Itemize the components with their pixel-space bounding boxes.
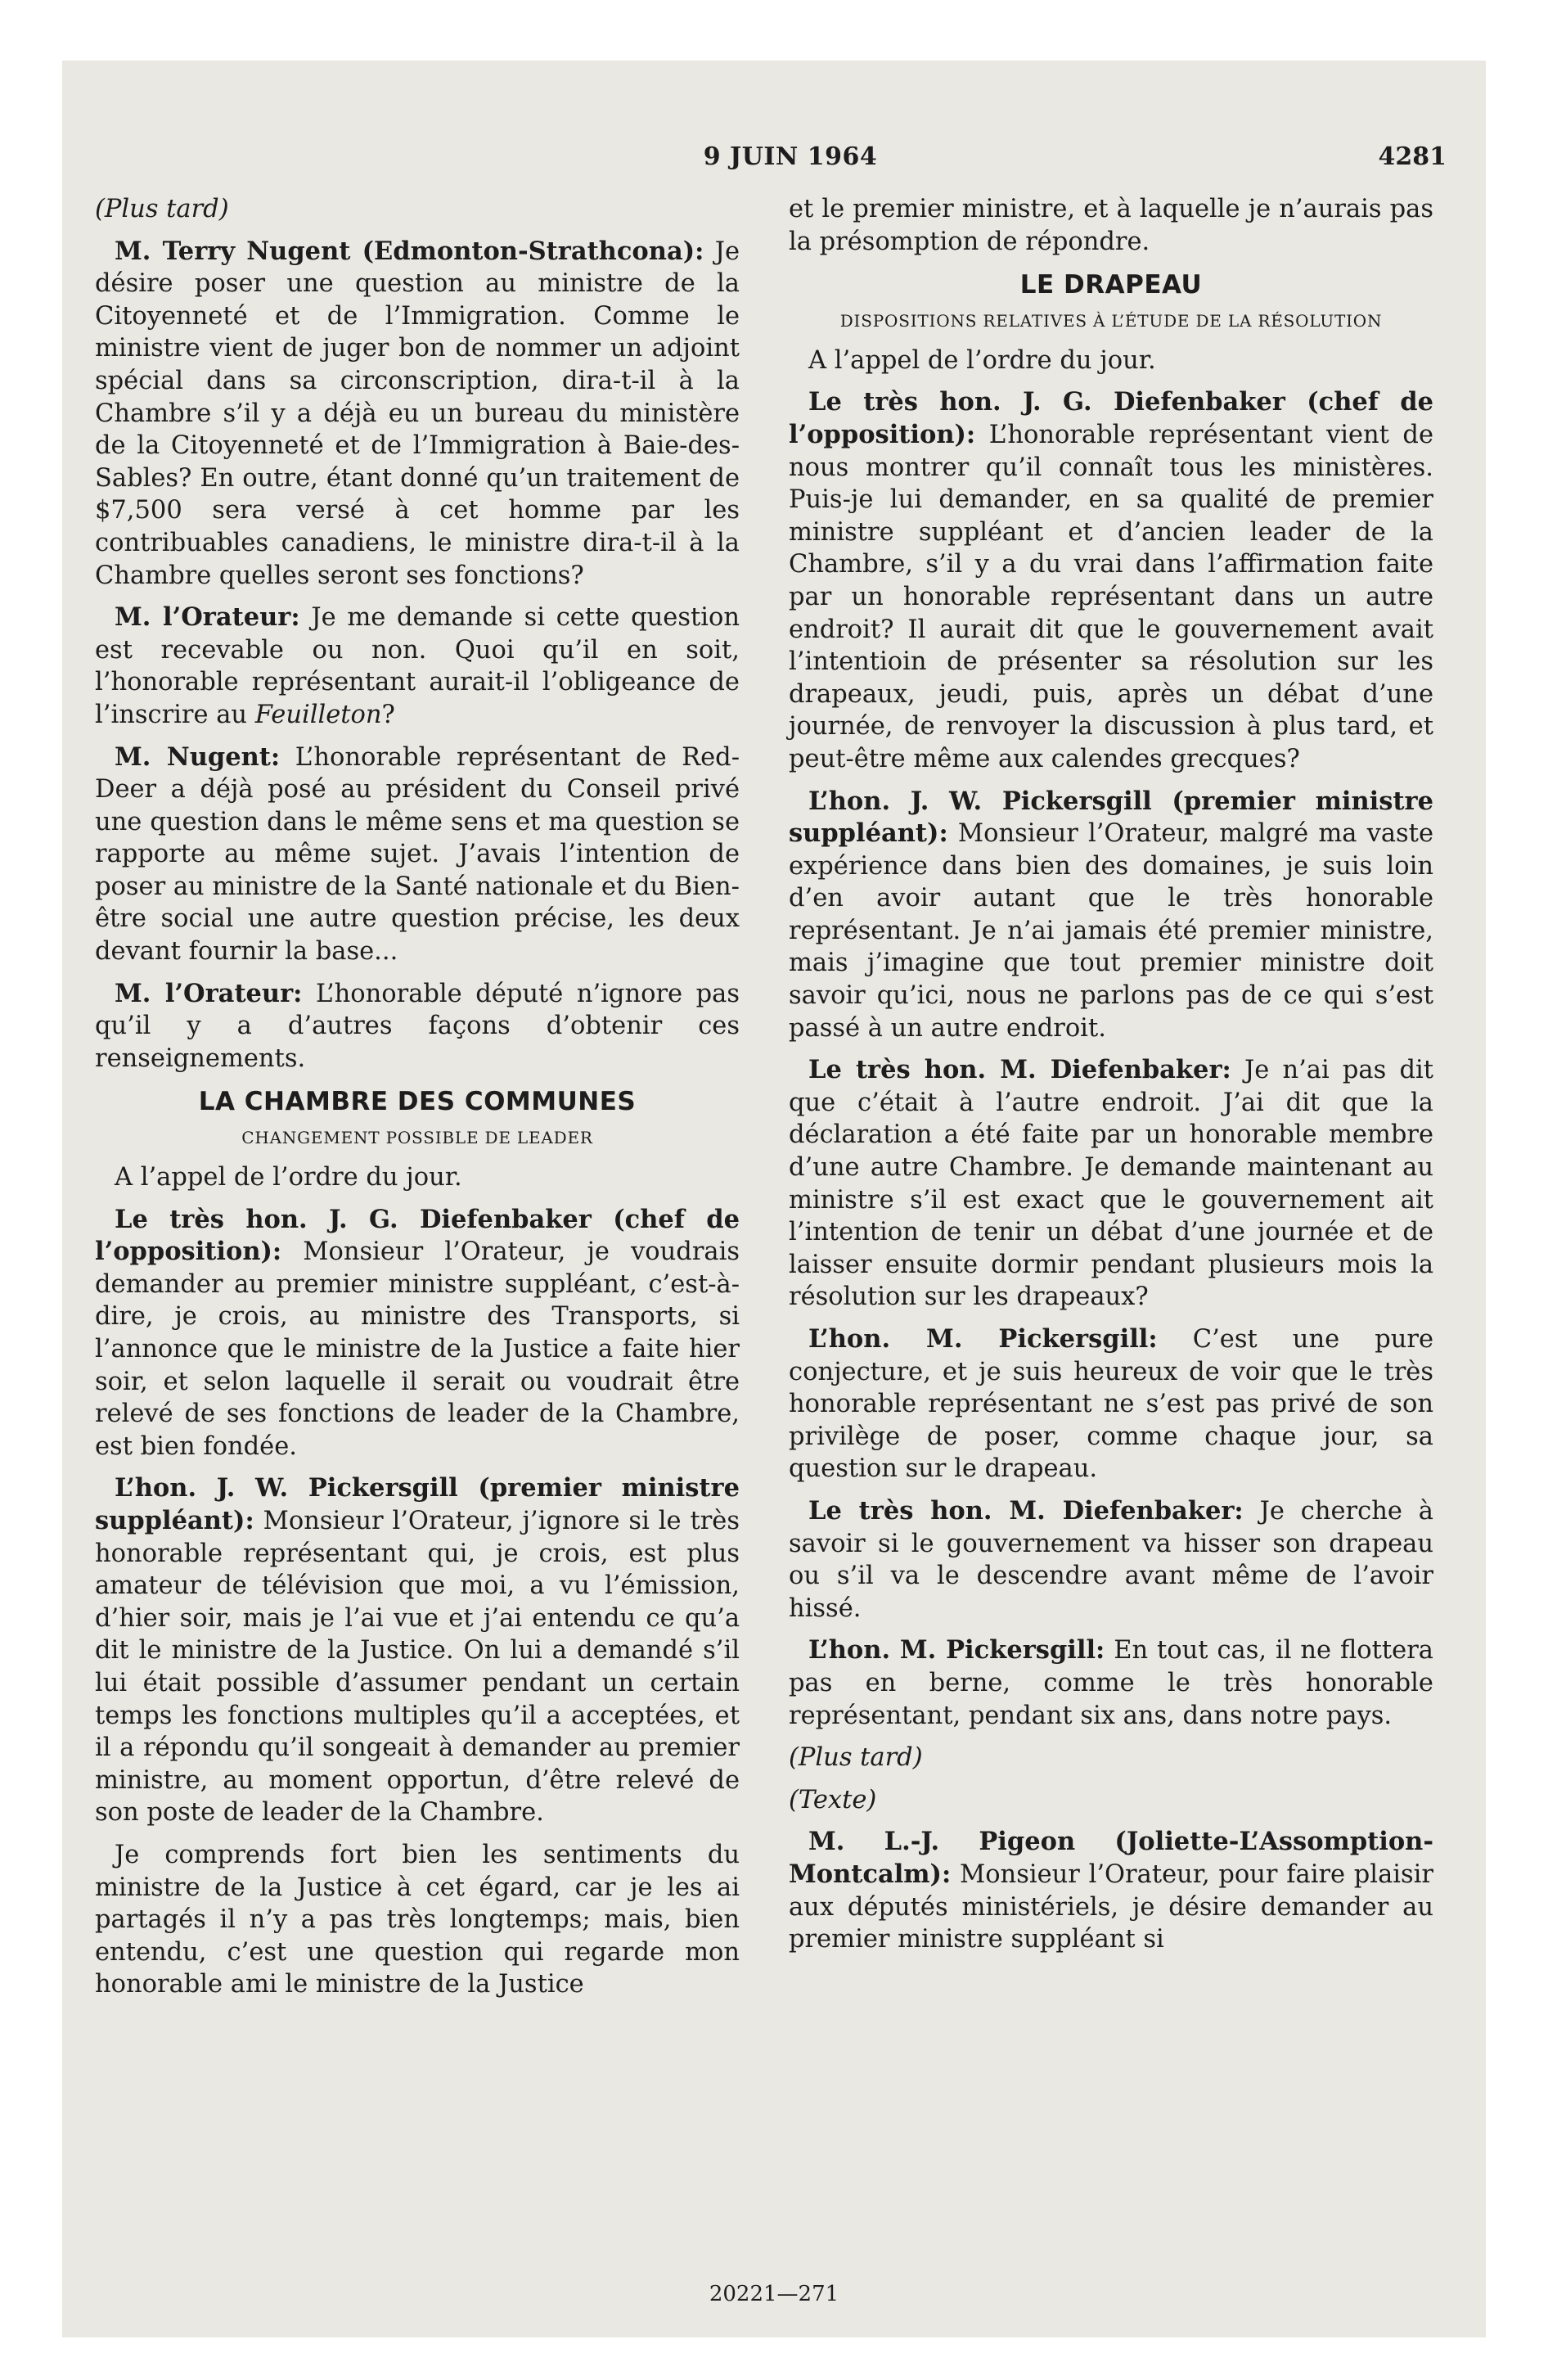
paragraph <box>95 741 740 968</box>
italic-text: Feuilleton <box>254 700 382 729</box>
paragraph-text: Je n’ai pas dit que c’était à l’autre endroit. J’ai dit que la déclaration a été faite par un honorable membre d’une autre Chambre. Je demande maintenant au ministre s’il est exact que le gouvernement ait l’intention de tenir un débat d’une journée et de laisser ensuite dormir pendant plusieurs mois la résolution sur les drapeaux? <box>789 1056 1433 1312</box>
paragraph-text: Monsieur l’Orateur, malgré ma vaste expérience dans bien des domaines, je suis loin d’en avoir autant que le très honorable représentant. Je n’ai jamais été premier ministre, mais j’imagine que tout premier ministre doit savoir qu’ici, nous ne parlons pas de ce qui s’est passé à un autre endroit. <box>789 819 1433 1043</box>
paragraph <box>789 386 1433 775</box>
speaker: M. l’Orateur: <box>115 602 300 633</box>
paragraph-text: Monsieur l’Orateur, pour faire plaisir aux députés ministériels, je désire demander au premier ministre suppléant si <box>789 1859 1433 1954</box>
paragraph-text: En tout cas, il ne flottera pas en berne, comme le très honorable représentant, pendant six ans, dans notre pays. <box>789 1636 1433 1730</box>
paragraph <box>95 1204 740 1463</box>
speaker: L’hon. M. Pickersgill: <box>808 1635 1105 1666</box>
section-subtitle: DISPOSITIONS RELATIVES À L’ÉTUDE DE LA RÉSOLUTION <box>839 310 1383 331</box>
page-header <box>62 142 1486 175</box>
speaker: M. Nugent: <box>115 741 281 772</box>
section-title: LE DRAPEAU <box>1019 270 1203 300</box>
paragraph <box>789 1826 1433 1955</box>
speaker: L’hon. J. W. Pickersgill (premier ministre suppléant): <box>95 1473 740 1535</box>
speaker: Le très hon. M. Diefenbaker: <box>808 1055 1231 1085</box>
speaker: L’hon. M. Pickersgill: <box>808 1324 1158 1354</box>
paragraph-text: Je cherche à savoir si le gouvernement va hisser son drapeau ou s’il va le descendre avant même de l’avoir hissé. <box>789 1496 1433 1623</box>
speaker: Le très hon. J. G. Diefenbaker (chef de l’opposition): <box>789 387 1433 449</box>
paragraph: et le premier ministre, et à laquelle je n’aurais pas la présomption de répondre. <box>789 195 1433 256</box>
paragraph-text: Je désire poser une question au ministre de la Citoyenneté et de l’Immigration. Comme le ministre vient de juger bon de nommer un adjoint spécial dans sa circonscription, dira-t-il à la Chambre s’il y a déjà eu un bureau du ministère de la Citoyenneté et de l’Immigration à Baie-des-Sables? En outre, étant donné qu’un traitement de $7,500 sera versé à cet homme par les contribuables canadiens, le ministre dira-t-il à la Chambre quelles seront ses fonctions? <box>95 237 740 590</box>
speaker: M. Terry Nugent (Edmonton-Strathcona): <box>115 236 704 266</box>
speaker: L’hon. J. W. Pickersgill (premier ministre suppléant): <box>789 786 1433 849</box>
note-plus-tard: (Plus tard) <box>95 195 229 223</box>
footer-code: 20221—271 <box>709 2282 839 2306</box>
paragraph <box>789 1323 1433 1485</box>
paragraph-end: ? <box>381 700 395 729</box>
left-column <box>95 193 740 2011</box>
speaker: Le très hon. J. G. Diefenbaker (chef de l’opposition): <box>95 1204 740 1267</box>
speaker: Le très hon. M. Diefenbaker: <box>808 1495 1244 1526</box>
paragraph-text: C’est une pure conjecture, et je suis heureux de voir que le très honorable représentant ne s’est pas privé de son privilège de poser, comme chaque jour, sa question sur le drapeau. <box>789 1325 1433 1484</box>
paragraph <box>95 978 740 1075</box>
paragraph-text: L’honorable représentant de Red-Deer a déjà posé au président du Conseil privé une question dans le même sens et ma question se rapporte au même sujet. J’avais l’intention de poser au ministre de la Santé nationale et du Bien-être social une autre question précise, les deux devant fournir la base... <box>95 742 740 967</box>
paragraph <box>95 1472 740 1829</box>
paragraph <box>95 236 740 593</box>
speaker: M. L.-J. Pigeon (Joliette-L’Assomption-Montcalm): <box>789 1827 1433 1889</box>
paragraph-text: Monsieur l’Orateur, je voudrais demander au premier ministre suppléant, c’est-à-dire, je crois, au ministre des Transports, si l’annonce que le ministre de la Justice a faite hier soir, et selon laquelle il serait ou voudrait être relevé de ses fonctions de leader de la Chambre, est bien fondée. <box>95 1237 740 1461</box>
section-title: LA CHAMBRE DES COMMUNES <box>198 1087 637 1117</box>
paragraph-text: Je me demande si cette question est recevable ou non. Quoi qu’il en soit, l’honorable représentant aurait-il l’obligeance de l’inscrire au <box>95 603 740 729</box>
paragraph: A l’appel de l’ordre du jour. <box>115 1163 462 1192</box>
document-page <box>62 61 1486 2337</box>
paragraph: Je comprends fort bien les sentiments du ministre de la Justice à cet égard, car je les ai partagés il n’y a pas très longtemps; mais, bien entendu, c’est une question qui regarde mon honorable ami le ministre de la Justice <box>95 1840 740 1999</box>
paragraph-text: L’honorable député n’ignore pas qu’il y a d’autres façons d’obtenir ces renseignements. <box>95 979 740 1073</box>
header-date: 9 JUIN 1964 <box>703 142 878 171</box>
paragraph <box>95 602 740 731</box>
speaker: M. l’Orateur: <box>115 978 303 1008</box>
note-plus-tard: (Plus tard) <box>789 1743 923 1773</box>
paragraph-text: L’honorable représentant vient de nous montrer qu’il connaît tous les ministères. Puis-je lui demander, en sa qualité de premier ministre suppléant et d’ancien leader de la Chambre, s’il y a du vrai dans l’affirmation faite par un honorable représentant dans un autre endroit? Il aurait dit que le gouvernement avait l’intentioin de présenter sa résolution sur les drapeaux, jeudi, puis, après un débat d’une journée, de renvoyer la discussion à plus tard, et peut-être même aux calendes grecques? <box>789 420 1433 773</box>
paragraph: A l’appel de l’ordre du jour. <box>808 345 1156 375</box>
paragraph <box>789 1634 1433 1732</box>
paragraph <box>789 786 1433 1045</box>
right-column <box>789 193 1433 1966</box>
paragraph <box>789 1054 1433 1314</box>
section-subtitle: CHANGEMENT POSSIBLE DE LEADER <box>241 1128 593 1148</box>
note-texte: (Texte) <box>789 1785 877 1814</box>
page-number: 4281 <box>1378 142 1447 171</box>
paragraph-text: Monsieur l’Orateur, j’ignore si le très honorable représentant qui, je crois, est plus amateur de télévision que moi, a vu l’émission, d’hier soir, mais je l’ai vue et j’ai entendu ce qu’a dit le ministre de la Justice. On lui a demandé s’il lui était possible d’assumer pendant un certain temps les fonctions multiples qu’il a acceptées, et il a répondu qu’il songeait à demander au premier ministre, au moment opportun, d’être relevé de son poste de leader de la Chambre. <box>95 1506 740 1828</box>
paragraph <box>789 1495 1433 1625</box>
